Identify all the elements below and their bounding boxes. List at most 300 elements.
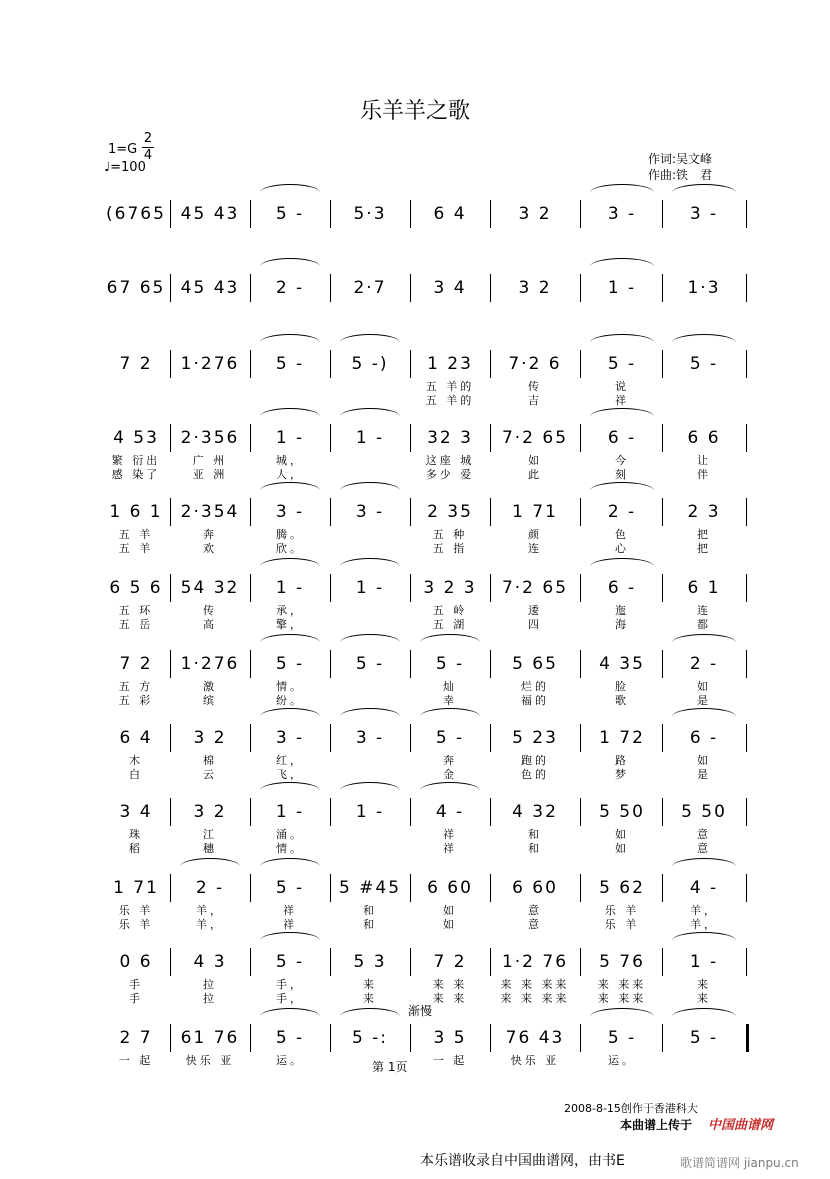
measure-notes: 3 - (355, 502, 385, 522)
bar-line (490, 350, 491, 378)
bar-line (250, 274, 251, 302)
measure-notes: 5 50 (599, 802, 645, 822)
lyric-text: 都 (697, 618, 711, 631)
lyric-text: 如 (697, 754, 711, 767)
bar-line (410, 1024, 411, 1052)
bar-line (250, 1024, 251, 1052)
lyric-text: 让 (697, 454, 711, 467)
lyric-text: 红， (276, 754, 304, 767)
bar-line (250, 798, 251, 826)
bar-line (250, 498, 251, 526)
lyric-text: 木 (129, 754, 143, 767)
measure-notes: 1·276 (180, 654, 240, 674)
lyric-text: 白 (129, 768, 143, 781)
bar-line (410, 798, 411, 826)
bar-line (746, 274, 747, 302)
lyric-text: 连 (697, 604, 711, 617)
measure-notes: 5 - (689, 354, 719, 374)
bar-line (410, 200, 411, 228)
measure-notes: 1 71 (512, 502, 558, 522)
tie-arc (590, 558, 654, 575)
lyric-text: 五 种 (432, 528, 468, 541)
measure-notes: 3 2 (518, 204, 552, 224)
measure-notes: 2 35 (427, 502, 473, 522)
lyric-text: 五 羊 (118, 528, 154, 541)
page-title: 乐羊羊之歌 (359, 99, 470, 124)
lyric-text: 祥 (443, 842, 457, 855)
measure-notes: 7 2 (119, 654, 153, 674)
measure-notes: 1·3 (687, 278, 721, 298)
lyric-text: 五 羊的 (425, 394, 475, 407)
lyric-text: 广 州 (192, 454, 228, 467)
bar-line (410, 948, 411, 976)
bar-line (410, 874, 411, 902)
lyric-text: 是 (697, 694, 711, 707)
lyric-text: 五 羊的 (425, 380, 475, 393)
lyric-text: 手 (129, 992, 143, 1005)
bar-line (250, 424, 251, 452)
tie-arc (340, 334, 400, 351)
tie-arc (260, 932, 320, 949)
lyric-text: 纷。 (276, 694, 304, 707)
measure-notes: 2 7 (119, 1028, 153, 1048)
bar-line (410, 350, 411, 378)
bar-line (170, 798, 171, 826)
bar-line (490, 874, 491, 902)
lyric-text: 福的 (521, 694, 549, 707)
lyric-text: 奔 (203, 528, 217, 541)
tie-arc (672, 184, 736, 201)
lyric-text: 是 (697, 768, 711, 781)
measure-notes: 5 - (275, 354, 305, 374)
tie-arc (420, 782, 480, 799)
bar-line (746, 1024, 749, 1052)
lyric-text: 如 (443, 904, 457, 917)
lyric-text: 稻 (129, 842, 143, 855)
bar-line (170, 350, 171, 378)
measure-notes: 3 2 (193, 728, 227, 748)
tie-arc (340, 634, 400, 651)
lyric-text: 和 (528, 828, 542, 841)
measure-notes: 2 3 (687, 502, 721, 522)
lyric-text: 说 (615, 380, 629, 393)
lyric-text: 传 (528, 380, 542, 393)
lyric-text: 城， (276, 454, 304, 467)
measure-notes: 3 4 (433, 278, 467, 298)
bar-line (746, 874, 747, 902)
measure-notes: 2 - (275, 278, 305, 298)
lyric-text: 来 来 来来 (500, 992, 570, 1005)
lyric-text: 来 来 (432, 978, 468, 991)
bar-line (170, 874, 171, 902)
lyric-text: 脸 (615, 680, 629, 693)
bar-line (330, 948, 331, 976)
lyric-text: 乐 羊 (118, 904, 154, 917)
lyric-text: 五 指 (432, 542, 468, 555)
measure-notes: 3 - (355, 728, 385, 748)
measure-notes: 5 - (275, 952, 305, 972)
measure-notes: 6 1 (687, 578, 721, 598)
bar-line (170, 424, 171, 452)
tie-arc (420, 634, 480, 651)
measure-notes: 5 76 (599, 952, 645, 972)
bar-line (580, 574, 581, 602)
lyric-text: 承， (276, 604, 304, 617)
measure-notes: 1 - (355, 578, 385, 598)
measure-notes: 3 - (607, 204, 637, 224)
tie-arc (672, 1008, 736, 1025)
lyric-text: 四 (528, 618, 542, 631)
lyric-text: 一 起 (432, 1054, 468, 1067)
tie-arc (340, 782, 400, 799)
time-signature-top: 2 (143, 131, 153, 146)
lyric-text: 祥 (283, 918, 297, 931)
bar-line (662, 874, 663, 902)
measure-notes: 3 2 (193, 802, 227, 822)
lyric-text: 感 染了 (111, 468, 161, 481)
measure-notes: 6 60 (427, 878, 473, 898)
lyric-text: 欣。 (276, 542, 304, 555)
tie-arc (672, 858, 736, 875)
lyric-text: 手 (129, 978, 143, 991)
measure-notes: 4 53 (113, 428, 159, 448)
measure-notes: 4 - (689, 878, 719, 898)
lyric-text: 飞， (276, 768, 304, 781)
measure-notes: 3 - (275, 728, 305, 748)
bar-line (170, 650, 171, 678)
bar-line (250, 874, 251, 902)
lyric-text: 人， (276, 468, 304, 481)
time-signature-bottom: 4 (143, 148, 153, 163)
measure-notes: 5 - (435, 728, 465, 748)
measure-notes: 45 43 (180, 204, 240, 224)
lyric-text: 快乐 亚 (510, 1054, 560, 1067)
lyric-text: 如 (697, 680, 711, 693)
measure-notes: 2·354 (180, 502, 240, 522)
bar-line (330, 574, 331, 602)
measure-notes: 2·356 (180, 428, 240, 448)
measure-notes: 0 6 (119, 952, 153, 972)
lyric-text: 逶 (528, 604, 542, 617)
measure-notes: 5 -) (351, 354, 389, 374)
lyric-text: 颜 (528, 528, 542, 541)
measure-notes: 76 43 (505, 1028, 565, 1048)
measure-notes: 5 - (689, 1028, 719, 1048)
measure-notes: 45 43 (180, 278, 240, 298)
bar-line (662, 350, 663, 378)
bar-line (746, 724, 747, 752)
lyric-text: 运。 (276, 1054, 304, 1067)
bar-line (746, 200, 747, 228)
key-signature: 1=G (108, 142, 138, 157)
bar-line (662, 200, 663, 228)
lyric-text: 棉 (203, 754, 217, 767)
lyric-text: 跑的 (521, 754, 549, 767)
measure-notes: 32 3 (427, 428, 473, 448)
bar-line (746, 650, 747, 678)
bar-line (746, 798, 747, 826)
lyric-text: 羊， (690, 918, 718, 931)
bar-line (580, 350, 581, 378)
lyric-text: 祥 (443, 828, 457, 841)
lyric-text: 意 (697, 842, 711, 855)
bar-line (580, 498, 581, 526)
lyric-text: 羊， (196, 904, 224, 917)
tie-arc (260, 782, 320, 799)
lyric-text: 来 来来 (597, 978, 647, 991)
lyric-text: 五 环 (118, 604, 154, 617)
lyric-text: 五 湖 (432, 618, 468, 631)
measure-notes: 61 76 (180, 1028, 240, 1048)
tie-arc (590, 258, 654, 275)
lyric-text: 来 (363, 978, 377, 991)
bar-line (580, 200, 581, 228)
bar-line (746, 574, 747, 602)
measure-notes: 6 4 (119, 728, 153, 748)
lyric-text: 连 (528, 542, 542, 555)
measure-notes: 1 - (355, 802, 385, 822)
bar-line (490, 948, 491, 976)
tie-arc (260, 408, 320, 425)
bar-line (580, 1024, 581, 1052)
bar-line (250, 574, 251, 602)
lyric-text: 来 来 (432, 992, 468, 1005)
measure-notes: 5 -: (351, 1028, 389, 1048)
lyric-text: 金 (443, 768, 457, 781)
lyric-text: 来 来来 (597, 992, 647, 1005)
bar-line (410, 424, 411, 452)
lyricist-credit: 作词:吴文峰 (648, 152, 713, 166)
bar-line (410, 724, 411, 752)
bar-line (410, 274, 411, 302)
tie-arc (260, 334, 320, 351)
measure-notes: 3 - (689, 204, 719, 224)
bar-line (330, 200, 331, 228)
bar-line (170, 200, 171, 228)
bar-line (490, 498, 491, 526)
bar-line (250, 724, 251, 752)
measure-notes: 6 5 6 (109, 578, 163, 598)
lyric-text: 五 方 (118, 680, 154, 693)
quarter-note-icon: ♩ (104, 160, 111, 175)
bar-line (410, 574, 411, 602)
measure-notes: 5 - (607, 1028, 637, 1048)
measure-notes: 5 - (275, 204, 305, 224)
measure-notes: 6 6 (687, 428, 721, 448)
lyric-text: 高 (203, 618, 217, 631)
lyric-text: 腾。 (276, 528, 304, 541)
lyric-text: 如 (615, 842, 629, 855)
lyric-text: 江 (203, 828, 217, 841)
bar-line (330, 1024, 331, 1052)
bar-line (490, 274, 491, 302)
lyric-text: 和 (363, 904, 377, 917)
bar-line (746, 948, 747, 976)
tempo-marking: ♩=100 (104, 160, 146, 175)
measure-notes: 7·2 6 (508, 354, 562, 374)
measure-notes: 6 - (607, 428, 637, 448)
measure-notes: 1 72 (599, 728, 645, 748)
bar-line (490, 200, 491, 228)
lyric-text: 幸 (443, 694, 457, 707)
tie-arc (260, 482, 320, 499)
measure-notes: 5 50 (681, 802, 727, 822)
lyric-text: 乐 羊 (604, 904, 640, 917)
measure-notes: 4 - (435, 802, 465, 822)
lyric-text: 心 (615, 542, 629, 555)
measure-notes: 7 2 (119, 354, 153, 374)
tie-arc (590, 1008, 654, 1025)
measure-notes: 4 32 (512, 802, 558, 822)
measure-notes: 5 - (435, 654, 465, 674)
measure-notes: 1 - (275, 428, 305, 448)
tie-arc (340, 558, 400, 575)
bar-line (170, 498, 171, 526)
lyric-text: 手， (276, 978, 304, 991)
lyric-text: 和 (528, 842, 542, 855)
bar-line (662, 498, 663, 526)
lyric-text: 歌 (615, 694, 629, 707)
measure-notes: 1 - (355, 428, 385, 448)
bar-line (330, 274, 331, 302)
lyric-text: 情。 (276, 680, 304, 693)
measure-notes: (6765 (106, 204, 166, 224)
tie-arc (260, 558, 320, 575)
lyric-text: 色的 (521, 768, 549, 781)
measure-notes: 7·2 65 (501, 428, 569, 448)
tempo-change: 渐慢 (408, 1004, 433, 1018)
measure-notes: 5 - (607, 354, 637, 374)
measure-notes: 54 32 (180, 578, 240, 598)
tie-arc (590, 334, 654, 351)
lyric-text: 来 (697, 978, 711, 991)
lyric-text: 乐 羊 (118, 918, 154, 931)
bar-line (170, 1024, 171, 1052)
bar-line (490, 650, 491, 678)
lyric-text: 涌。 (276, 828, 304, 841)
tie-arc (260, 1008, 320, 1025)
measure-notes: 7 2 (433, 952, 467, 972)
measure-notes: 1 6 1 (109, 502, 163, 522)
time-signature-line (142, 147, 154, 148)
lyric-text: 传 (203, 604, 217, 617)
lyric-text: 穗 (203, 842, 217, 855)
measure-notes: 1 - (275, 802, 305, 822)
bar-line (662, 650, 663, 678)
tie-arc (260, 634, 320, 651)
tie-arc (260, 858, 320, 875)
lyric-text: 路 (615, 754, 629, 767)
lyric-text: 梦 (615, 768, 629, 781)
bar-line (580, 724, 581, 752)
measure-notes: 2 - (689, 654, 719, 674)
measure-notes: 2·7 (353, 278, 387, 298)
bar-line (170, 574, 171, 602)
bar-line (250, 350, 251, 378)
uploaded-note: 本曲谱上传于 (620, 1118, 693, 1132)
bar-line (580, 948, 581, 976)
lyric-text: 多少 爱 (425, 468, 475, 481)
tie-arc (340, 408, 400, 425)
measure-notes: 6 60 (512, 878, 558, 898)
bar-line (330, 874, 331, 902)
tie-arc (260, 708, 320, 725)
bar-line (410, 650, 411, 678)
site-logo[interactable]: 中国曲谱网 (708, 1118, 774, 1133)
lyric-text: 吉 (528, 394, 542, 407)
bar-line (250, 948, 251, 976)
lyric-text: 羊， (196, 918, 224, 931)
bar-line (330, 798, 331, 826)
measure-notes: 5 - (275, 878, 305, 898)
lyric-text: 缤 (203, 694, 217, 707)
lyric-text: 五 彩 (118, 694, 154, 707)
bar-line (662, 1024, 663, 1052)
bar-line (170, 724, 171, 752)
bar-line (580, 650, 581, 678)
measure-notes: 1·276 (180, 354, 240, 374)
tie-arc (672, 334, 736, 351)
lyric-text: 来 (363, 992, 377, 1005)
bar-line (330, 724, 331, 752)
lyric-text: 快乐 亚 (185, 1054, 235, 1067)
lyric-text: 欢 (203, 542, 217, 555)
measure-notes: 1 23 (427, 354, 473, 374)
bar-line (580, 274, 581, 302)
tie-arc (590, 408, 654, 425)
bar-line (580, 798, 581, 826)
bar-line (662, 574, 663, 602)
measure-notes: 2 - (607, 502, 637, 522)
lyric-text: 色 (615, 528, 629, 541)
lyric-text: 擎， (276, 618, 304, 631)
lyric-text: 来 (697, 992, 711, 1005)
measure-notes: 4 3 (193, 952, 227, 972)
bar-line (746, 424, 747, 452)
lyric-text: 如 (528, 454, 542, 467)
measure-notes: 3 5 (433, 1028, 467, 1048)
lyric-text: 云 (203, 768, 217, 781)
lyric-text: 灿 (443, 680, 457, 693)
lyric-text: 伴 (697, 468, 711, 481)
lyric-text: 意 (528, 918, 542, 931)
tie-arc (340, 708, 400, 725)
measure-notes: 5 65 (512, 654, 558, 674)
lyric-text: 如 (615, 828, 629, 841)
lyric-text: 羊， (690, 904, 718, 917)
bar-line (662, 798, 663, 826)
measure-notes: 1 71 (113, 878, 159, 898)
bar-line (580, 424, 581, 452)
lyric-text: 运。 (608, 1054, 636, 1067)
lyric-text: 拉 (203, 978, 217, 991)
lyric-text: 祥 (615, 394, 629, 407)
measure-notes: 2 - (195, 878, 225, 898)
tie-arc (672, 634, 736, 651)
measure-notes: 3 2 (518, 278, 552, 298)
measure-notes: 5 3 (353, 952, 387, 972)
bar-line (250, 200, 251, 228)
lyric-text: 手， (276, 992, 304, 1005)
measure-notes: 67 65 (106, 278, 166, 298)
measure-notes: 5 - (355, 654, 385, 674)
bar-line (490, 798, 491, 826)
measure-notes: 5 - (275, 1028, 305, 1048)
composer-credit: 作曲:铁 君 (648, 168, 713, 182)
lyric-text: 激 (203, 680, 217, 693)
lyric-text: 意 (528, 904, 542, 917)
bar-line (250, 650, 251, 678)
